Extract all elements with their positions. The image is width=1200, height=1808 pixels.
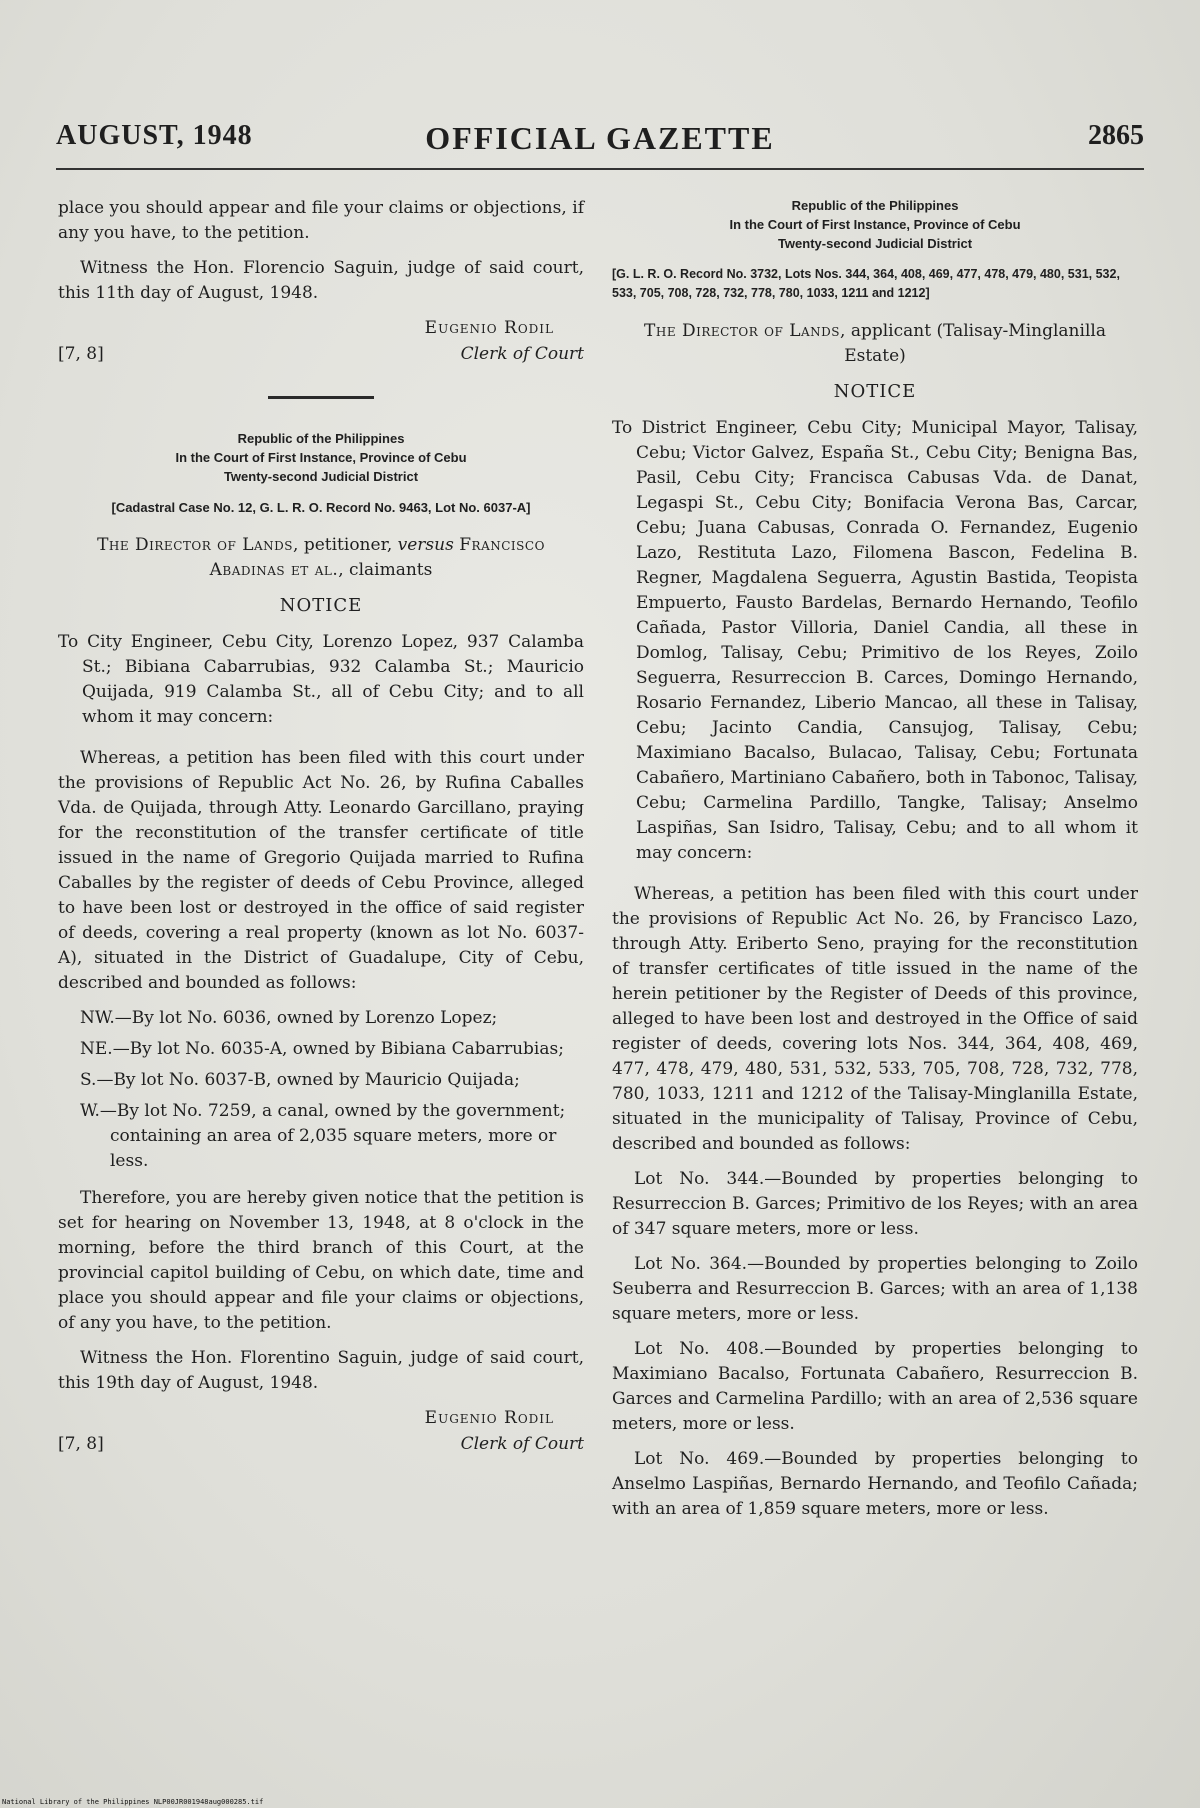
boundary-item: W.—By lot No. 7259, a canal, owned by the government; containing an area of 2,035 square meters, more or less. xyxy=(80,1101,566,1171)
court-line-instance: In the Court of First Instance, Province of Cebu xyxy=(175,450,467,465)
notice-addressee: To City Engineer, Cebu City, Lorenzo Lopez, 937 Calamba St.; Bibiana Cabarrubias, 932 Calamba St.; Mauricio Quijada, 919 Calamba St., all of Cebu City; and to all whom it may concern: xyxy=(58,632,584,727)
claimants-name: Francisco Abadinas et al. xyxy=(209,535,545,580)
claimants-role: , claimants xyxy=(338,560,433,580)
notice-heading: NOTICE xyxy=(833,381,917,402)
signatory-title: Clerk of Court xyxy=(460,344,584,364)
notice-addressee: To District Engineer, Cebu City; Municipal Mayor, Talisay, Cebu; Victor Galvez, España St., Cebu City; Benigna Bas, Pasil, Cebu City; Francisca Cabusas Vda. de Danat, Legaspi St., Cebu City; Bonifacia Verona Bas, Carcar, Cebu; Juana Cabusas, Conrada O. Fernandez, Eugenio Lazo, Restituta Lazo, Filomena Bascon, Fedelina B. Regner, Magdalena Seguerra, Agustin Bastida, Teopista Empuerto, Fausto Bardelas, Bernardo Hernando, Teofilo Cañada, Pastor Villoria, Daniel Candia, all these in Domlog, Talisay, Cebu; Primitivo de los Reyes, Zoilo Seguerra, Resurreccion B. Carces, Domingo Hernando, Rosario Fernandez, Liberio Mancao, all these in Talisay, Cebu; Jacinto Candia, Cansujog, Talisay, Cebu; Maximiano Bacalso, Bulacao, Talisay, Cebu; Fortunata Cabañero, Martiniano Cabañero, both in Tabonoc, Talisay, Cebu; Carmelina Pardillo, Tangke, Talisay; Anselmo Laspiñas, San Isidro, Talisay, Cebu; and to all whom it may concern: xyxy=(612,418,1138,863)
carryover-witness: Witness the Hon. Florencio Saguin, judge of said court, this 11th day of August, 1948. xyxy=(58,258,584,303)
applicant-role: , applicant (Talisay-Minglanilla Estate) xyxy=(840,321,1106,366)
boundary-item: S.—By lot No. 6037-B, owned by Mauricio Quijada; xyxy=(80,1070,520,1090)
issue-tag: [7, 8] xyxy=(58,344,104,364)
page-number: 2865 xyxy=(1088,120,1144,151)
witness-paragraph: Witness the Hon. Florentino Saguin, judge of said court, this 19th day of August, 1948. xyxy=(58,1348,584,1393)
court-line-republic: Republic of the Philippines xyxy=(791,198,959,213)
case-record: [G. L. R. O. Record No. 3732, Lots Nos. 344, 364, 408, 469, 477, 478, 479, 480, 531, 532, 533, 705, 708, 728, 732, 778, 780, 1033, 1211 and 1212] xyxy=(612,267,1120,300)
header-title: OFFICIAL GAZETTE xyxy=(425,120,775,156)
boundary-item: NW.—By lot No. 6036, owned by Lorenzo Lopez; xyxy=(80,1008,498,1028)
carryover-paragraph: place you should appear and file your claims or objections, if any you have, to the petition. xyxy=(58,198,584,243)
court-line-instance: In the Court of First Instance, Province of Cebu xyxy=(729,217,1021,232)
case-title xyxy=(58,533,584,583)
case-record: [Cadastral Case No. 12, G. L. R. O. Record No. 9463, Lot No. 6037-A] xyxy=(111,500,531,515)
right-column xyxy=(612,196,1138,1532)
court-line-district: Twenty-second Judicial District xyxy=(223,469,419,484)
lot-description: Lot No. 408.—Bounded by properties belonging to Maximiano Bacalso, Fortunata Cabañero, Resurreccion B. Garces and Carmelina Pardillo; with an area of 2,536 square meters, more or less. xyxy=(612,1339,1138,1434)
court-heading xyxy=(58,429,584,486)
lot-description: Lot No. 469.—Bounded by properties belonging to Anselmo Laspiñas, Bernardo Hernando, and Teofilo Cañada; with an area of 1,859 square meters, more or less. xyxy=(612,1449,1138,1519)
issue-tag: [7, 8] xyxy=(58,1434,104,1454)
signatory-name: Eugenio Rodil xyxy=(424,1408,554,1428)
whereas-paragraph: Whereas, a petition has been filed with this court under the provisions of Republic Act No. 26, by Francisco Lazo, through Atty. Eriberto Seno, praying for the reconstitution of transfer certificates of title issued in the name of the herein petitioner by the Register of Deeds of this province, alleged to have been lost and destroyed in the Office of said register of deeds, covering lots Nos. 344, 364, 408, 469, 477, 478, 479, 480, 531, 532, 533, 705, 708, 728, 732, 778, 780, 1033, 1211 and 1212 of the Talisay-Minglanilla Estate, situated in the municipality of Talisay, Province of Cebu, described and bounded as follows: xyxy=(612,884,1138,1154)
versus-word: versus xyxy=(397,535,454,555)
signatory-title: Clerk of Court xyxy=(460,1434,584,1454)
boundary-list xyxy=(80,1006,584,1174)
section-separator xyxy=(268,396,374,399)
court-line-republic: Republic of the Philippines xyxy=(237,431,405,446)
petitioner-role: , petitioner, xyxy=(293,535,398,555)
carryover-signature xyxy=(58,316,584,370)
notice-heading: NOTICE xyxy=(279,595,363,616)
header-date: AUGUST, 1948 xyxy=(56,120,253,151)
whereas-paragraph: Whereas, a petition has been filed with this court under the provisions of Republic Act No. 26, by Rufina Caballes Vda. de Quijada, through Atty. Leonardo Garcillano, praying for the reconstitution of the transfer certificate of title issued in the name of Gregorio Quijada married to Rufina Caballes by the register of deeds of Cebu Province, alleged to have been lost or destroyed in the office of said register of deeds, covering a real property (known as lot No. 6037-A), situated in the District of Guadalupe, City of Cebu, described and bounded as follows: xyxy=(58,748,584,993)
scan-source-label: National Library of the Philippines NLP00JR001948aug000285.tif xyxy=(2,1798,264,1806)
boundary-item: NE.—By lot No. 6035-A, owned by Bibiana Cabarrubias; xyxy=(80,1039,564,1059)
page-header xyxy=(56,120,1144,164)
petitioner-name: The Director of Lands xyxy=(97,535,294,555)
lot-description: Lot No. 364.—Bounded by properties belonging to Zoilo Seuberra and Resurreccion B. Garces; with an area of 1,138 square meters, more or less. xyxy=(612,1254,1138,1324)
lot-description: Lot No. 344.—Bounded by properties belonging to Resurreccion B. Garces; Primitivo de los Reyes; with an area of 347 square meters, more or less. xyxy=(612,1169,1138,1239)
court-heading xyxy=(612,196,1138,253)
court-line-district: Twenty-second Judicial District xyxy=(777,236,973,251)
applicant-name: The Director of Lands xyxy=(644,321,841,341)
notice-signature xyxy=(58,1406,584,1460)
header-rule xyxy=(56,168,1144,170)
left-column xyxy=(58,196,584,1476)
therefore-paragraph: Therefore, you are hereby given notice that the petition is set for hearing on November 13, 1948, at 8 o'clock in the morning, before the third branch of this Court, at the provincial capitol building of Cebu, on which date, time and place you should appear and file your claims or objections, of any you have, to the petition. xyxy=(58,1188,584,1333)
case-title xyxy=(612,319,1138,369)
signatory-name: Eugenio Rodil xyxy=(424,318,554,338)
